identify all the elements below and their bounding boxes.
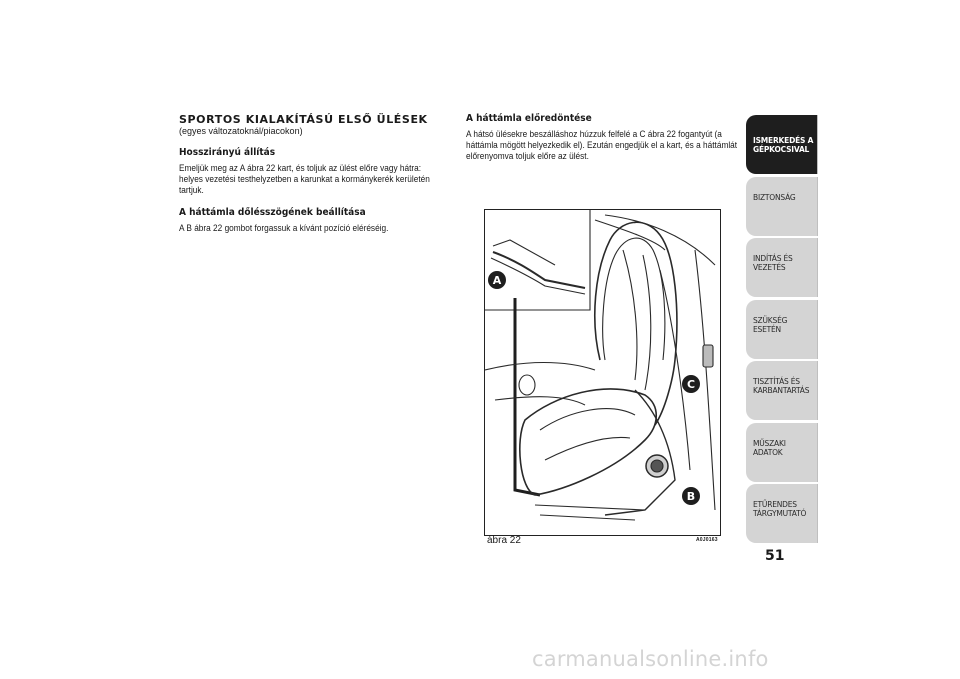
paragraph-backrest-angle: A B ábra 22 gombot forgassuk a kívánt pozíció eléréséig. bbox=[179, 223, 389, 233]
tab-label: TISZTÍTÁS ÉS KARBANTARTÁS bbox=[753, 377, 810, 395]
heading-backrest-angle: A háttámla dőlésszögének beállítása bbox=[179, 207, 366, 218]
tab-muszaki[interactable] bbox=[746, 423, 818, 482]
section-subtitle: (egyes változatoknál/piacokon) bbox=[179, 126, 303, 136]
tab-biztonsag[interactable] bbox=[746, 177, 818, 236]
label-a-marker bbox=[488, 271, 506, 289]
tab-ismerkedes[interactable] bbox=[746, 115, 818, 174]
paragraph-longitudinal: Emeljük meg az A ábra 22 kart, és toljuk az ülést előre vagy hátra: helyes vezetési testhelyzetben a karunkat a kormánykerék kerületén tartjuk. bbox=[179, 163, 430, 195]
heading-longitudinal: Hosszirányú állítás bbox=[179, 147, 276, 158]
left-column bbox=[179, 113, 441, 245]
tab-szukseg[interactable] bbox=[746, 300, 818, 359]
tab-label: ETŰRENDES TÁRGYMUTATÓ bbox=[753, 500, 807, 518]
label-b-marker bbox=[682, 487, 700, 505]
tab-tisztitas[interactable] bbox=[746, 361, 818, 420]
label-c-marker bbox=[682, 375, 700, 393]
tab-label: SZÜKSÉG ESETÉN bbox=[753, 315, 788, 334]
tab-label: BIZTONSÁG bbox=[753, 192, 796, 202]
tab-targymutato[interactable] bbox=[746, 484, 818, 543]
tab-label: INDÍTÁS ÉS VEZETÉS bbox=[753, 254, 793, 272]
figure-caption: ábra 22 bbox=[487, 535, 521, 546]
seat-illustration bbox=[484, 209, 721, 536]
right-column bbox=[466, 113, 740, 173]
page-number: 51 bbox=[765, 548, 785, 564]
seat-drawing bbox=[485, 210, 720, 535]
figure-code: A0J0163 bbox=[696, 537, 718, 543]
label-c: C bbox=[686, 378, 696, 391]
section-title: SPORTOS KIALAKÍTÁSÚ ELSŐ ÜLÉSEK bbox=[179, 113, 428, 126]
heading-backrest-fold: A háttámla előredöntése bbox=[466, 113, 592, 124]
paragraph-backrest-fold: A hátsó ülésekre beszálláshoz húzzuk felfelé a C ábra 22 fogantyút (a háttámla mögött helyezkedik el). Ezután engedjük el a kart, és a háttámlát előrenyomva toljuk előre az ülést. bbox=[466, 129, 738, 161]
label-b: B bbox=[686, 490, 696, 503]
watermark: carmanualsonline.info bbox=[532, 647, 769, 671]
tab-label: ISMERKEDÉS A GÉPKOCSIVAL bbox=[753, 136, 814, 154]
label-a: A bbox=[492, 274, 502, 287]
chapter-tabs bbox=[746, 115, 818, 546]
tab-label: MŰSZAKI ADATOK bbox=[753, 438, 786, 457]
tab-inditas[interactable] bbox=[746, 238, 818, 297]
